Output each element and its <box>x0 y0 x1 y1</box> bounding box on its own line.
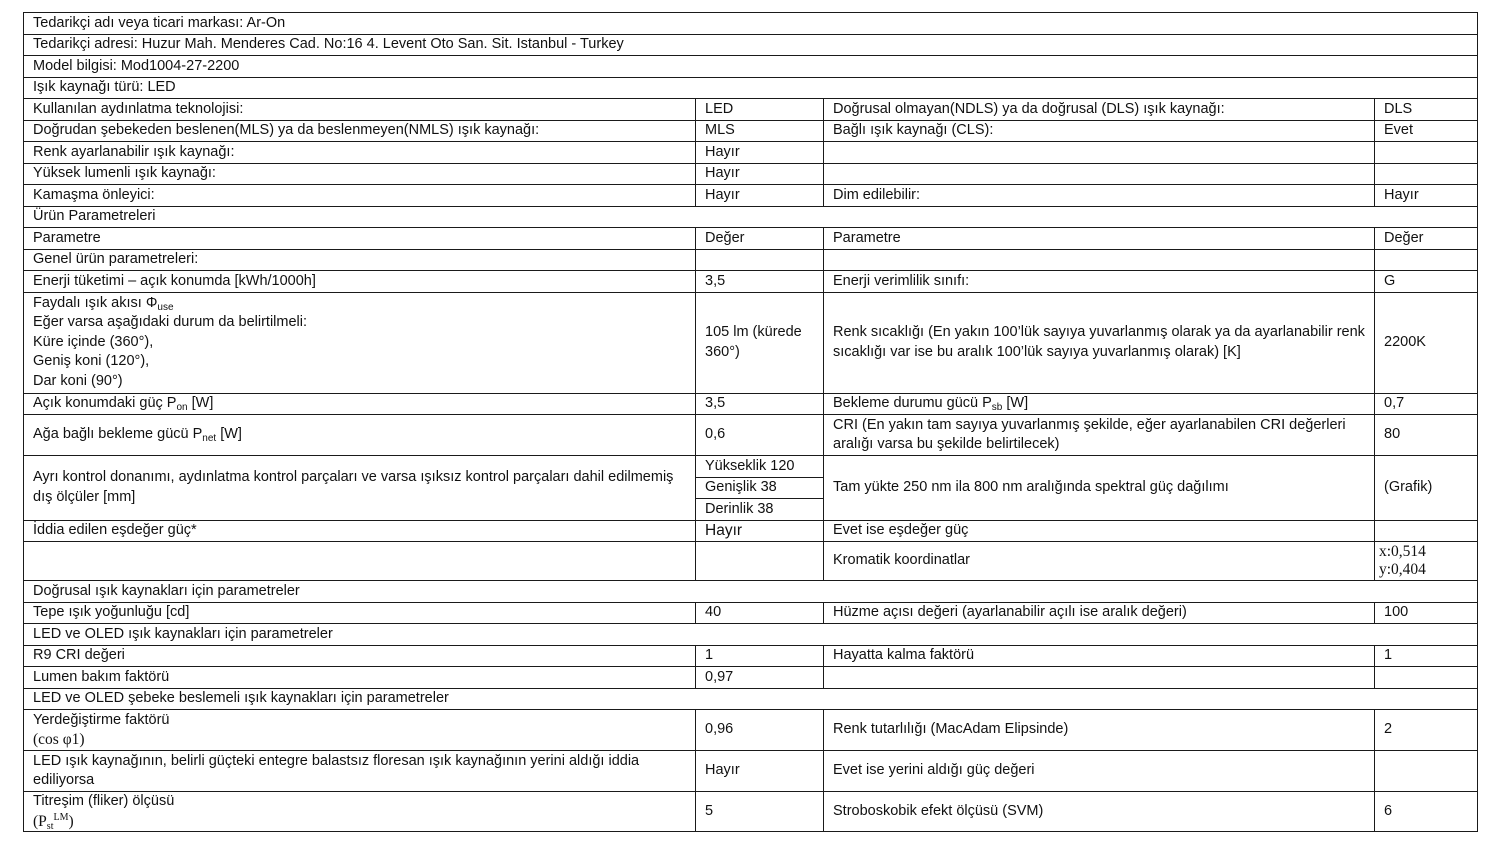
survival-value: 1 <box>1375 645 1478 667</box>
table-row <box>24 792 1478 832</box>
empty-cell <box>1375 667 1478 689</box>
high-lumen-value: Hayır <box>696 163 824 185</box>
r9-label: R9 CRI değeri <box>24 645 696 667</box>
table-row <box>24 624 1478 646</box>
ndls-label: Doğrusal olmayan(NDLS) ya da doğrusal (DLS) ışık kaynağı: <box>824 99 1375 121</box>
table-row <box>24 542 1478 581</box>
flux-line: Eğer varsa aşağıdaki durum da belirtilmeli: <box>33 314 308 331</box>
table-row <box>24 99 1478 121</box>
cls-label: Bağlı ışık kaynağı (CLS): <box>824 120 1375 142</box>
empty-cell <box>1375 520 1478 542</box>
psb-value: 0,7 <box>1375 393 1478 415</box>
table-row <box>24 393 1478 415</box>
flicker-symbol: $(P_{st}^{LM})$ <box>33 811 74 832</box>
r9-value: 1 <box>696 645 824 667</box>
light-source-type: Işık kaynağı türü: LED <box>24 77 1478 99</box>
high-lumen-label: Yüksek lumenli ışık kaynağı: <box>24 163 696 185</box>
section-title: Ürün Parametreleri <box>24 206 1478 228</box>
equiv-power-value: Hayır <box>696 520 824 542</box>
energy-label: Enerji tüketimi – açık konumda [kWh/1000h] <box>24 271 696 293</box>
product-info-table <box>23 12 1478 832</box>
dimmable-label: Dim edilebilir: <box>824 185 1375 207</box>
table-row <box>24 688 1478 710</box>
empty-cell <box>1375 142 1478 164</box>
flux-line: Küre içinde (360°), <box>33 333 154 350</box>
svm-value: 6 <box>1375 792 1478 832</box>
model-info: Model bilgisi: Mod1004-27-2200 <box>24 56 1478 78</box>
chroma-x: x:0,514 <box>1379 543 1426 560</box>
equiv-power-label: İddia edilen eşdeğer güç* <box>24 520 696 542</box>
empty-cell <box>824 163 1375 185</box>
empty-cell <box>696 249 824 271</box>
table-row <box>24 645 1478 667</box>
beam-angle-label: Hüzme açısı değeri (ayarlanabilir açılı ise aralık değeri) <box>824 602 1375 624</box>
cct-value: 2200K <box>1375 292 1478 393</box>
replacement-yes-label: Evet ise yerini aldığı güç değeri <box>824 751 1375 792</box>
peak-intensity-value: 40 <box>696 602 824 624</box>
depth-value: Derinlik 38 <box>696 499 824 521</box>
supplier-address: Tedarikçi adresi: Huzur Mah. Menderes Cad. No:16 4. Levent Oto San. Sit. Istanbul - Turkey <box>24 34 1478 56</box>
table-row <box>24 751 1478 792</box>
efficiency-value: G <box>1375 271 1478 293</box>
param-header: Parametre <box>24 228 696 250</box>
table-row <box>24 415 1478 456</box>
flicker-value: 5 <box>696 792 824 832</box>
color-tunable-value: Hayır <box>696 142 824 164</box>
empty-cell <box>24 542 696 581</box>
energy-value: 3,5 <box>696 271 824 293</box>
cri-label: CRI (En yakın tam sayıya yuvarlanmış şekilde, eğer ayarlanabilen CRI değerleri aralığı varsa bu şekilde belirtilecek) <box>824 415 1375 456</box>
cri-value: 80 <box>1375 415 1478 456</box>
empty-cell <box>1375 751 1478 792</box>
dimensions-label: Ayrı kontrol donanımı, aydınlatma kontrol parçaları ve varsa ışıksız kontrol parçaları dahil edilmemiş dış ölçüler [mm] <box>24 456 696 521</box>
table-row <box>24 163 1478 185</box>
lumen-maint-value: 0,97 <box>696 667 824 689</box>
displacement-value: 0,96 <box>696 710 824 751</box>
table-row <box>24 292 1478 393</box>
useful-flux-value: 105 lm (kürede 360°) <box>696 292 824 393</box>
ndls-value: DLS <box>1375 99 1478 121</box>
empty-cell <box>1375 249 1478 271</box>
table-row <box>24 142 1478 164</box>
table-row <box>24 710 1478 751</box>
table-row <box>24 34 1478 56</box>
pnet-label: Ağa bağlı bekleme gücü $P_{net}$ [W] <box>24 415 696 456</box>
mls-label: Doğrudan şebekeden beslenen(MLS) ya da beslenmeyen(NMLS) ışık kaynağı: <box>24 120 696 142</box>
table-row <box>24 520 1478 542</box>
peak-intensity-label: Tepe ışık yoğunluğu [cd] <box>24 602 696 624</box>
param-header: Parametre <box>824 228 1375 250</box>
pnet-value: 0,6 <box>696 415 824 456</box>
empty-cell <box>824 667 1375 689</box>
color-consistency-value: 2 <box>1375 710 1478 751</box>
supplier-name: Tedarikçi adı veya ticari markası: Ar-On <box>24 13 1478 35</box>
equiv-yes-label: Evet ise eşdeğer güç <box>824 520 1375 542</box>
table-row <box>24 602 1478 624</box>
replacement-value: Hayır <box>696 751 824 792</box>
table-row <box>24 185 1478 207</box>
beam-angle-value: 100 <box>1375 602 1478 624</box>
tech-label: Kullanılan aydınlatma teknolojisi: <box>24 99 696 121</box>
cct-label: Renk sıcaklığı (En yakın 100’lük sayıya yuvarlanmış olarak ya da ayarlanabilir renk sıcaklığı var ise bu aralık 100’lük sayıya yuvarlanmış olarak) [K] <box>824 292 1375 393</box>
table-row <box>24 56 1478 78</box>
mains-section-title: LED ve OLED şebeke beslemeli ışık kaynakları için parametreler <box>24 688 1478 710</box>
chroma-label: Kromatik koordinatlar <box>824 542 1375 581</box>
replacement-label: LED ışık kaynağının, belirli güçteki entegre balastsız floresan ışık kaynağının yerini aldığı iddia ediliyorsa <box>24 751 696 792</box>
table-row <box>24 228 1478 250</box>
empty-cell <box>1375 163 1478 185</box>
anti-glare-label: Kamaşma önleyici: <box>24 185 696 207</box>
dimmable-value: Hayır <box>1375 185 1478 207</box>
pon-value: 3,5 <box>696 393 824 415</box>
product-info-sheet <box>23 12 1478 832</box>
table-row <box>24 271 1478 293</box>
empty-cell <box>824 142 1375 164</box>
mls-value: MLS <box>696 120 824 142</box>
flux-line: Dar koni (90°) <box>33 372 123 389</box>
table-row <box>24 581 1478 603</box>
table-row <box>24 120 1478 142</box>
led-section-title: LED ve OLED ışık kaynakları için parametreler <box>24 624 1478 646</box>
spectral-value: (Grafik) <box>1375 456 1478 521</box>
psb-label: Bekleme durumu gücü $P_{sb}$ [W] <box>824 393 1375 415</box>
spectral-label: Tam yükte 250 nm ila 800 nm aralığında spektral güç dağılımı <box>824 456 1375 521</box>
flux-line: Faydalı ışık akısı $\Phi_{use}$ <box>33 294 174 313</box>
height-value: Yükseklik 120 <box>696 456 824 478</box>
width-value: Genişlik 38 <box>696 477 824 499</box>
general-params-title: Genel ürün parametreleri: <box>24 249 696 271</box>
pon-label: Açık konumdaki güç $P_{on}$ [W] <box>24 393 696 415</box>
color-tunable-label: Renk ayarlanabilir ışık kaynağı: <box>24 142 696 164</box>
survival-label: Hayatta kalma faktörü <box>824 645 1375 667</box>
chroma-value <box>1375 542 1478 581</box>
value-header: Değer <box>1375 228 1478 250</box>
dls-section-title: Doğrusal ışık kaynakları için parametreler <box>24 581 1478 603</box>
useful-flux-label <box>24 292 696 393</box>
efficiency-label: Enerji verimlilik sınıfı: <box>824 271 1375 293</box>
displacement-label: Yerdeğiştirme faktörü (cos φ1) <box>24 710 696 751</box>
color-consistency-label: Renk tutarlılığı (MacAdam Elipsinde) <box>824 710 1375 751</box>
cls-value: Evet <box>1375 120 1478 142</box>
lumen-maint-label: Lumen bakım faktörü <box>24 667 696 689</box>
tech-value: LED <box>696 99 824 121</box>
table-row <box>24 77 1478 99</box>
table-row <box>24 206 1478 228</box>
table-row <box>24 456 1478 478</box>
table-row <box>24 13 1478 35</box>
table-row <box>24 249 1478 271</box>
flicker-label: Titreşim (fliker) ölçüsü $(P_{st}^{LM})$ <box>24 792 696 832</box>
anti-glare-value: Hayır <box>696 185 824 207</box>
empty-cell <box>696 542 824 581</box>
svm-label: Stroboskobik efekt ölçüsü (SVM) <box>824 792 1375 832</box>
flux-line: Geniş koni (120°), <box>33 353 150 370</box>
table-row <box>24 667 1478 689</box>
value-header: Değer <box>696 228 824 250</box>
chroma-y: y:0,404 <box>1379 561 1426 578</box>
empty-cell <box>824 249 1375 271</box>
